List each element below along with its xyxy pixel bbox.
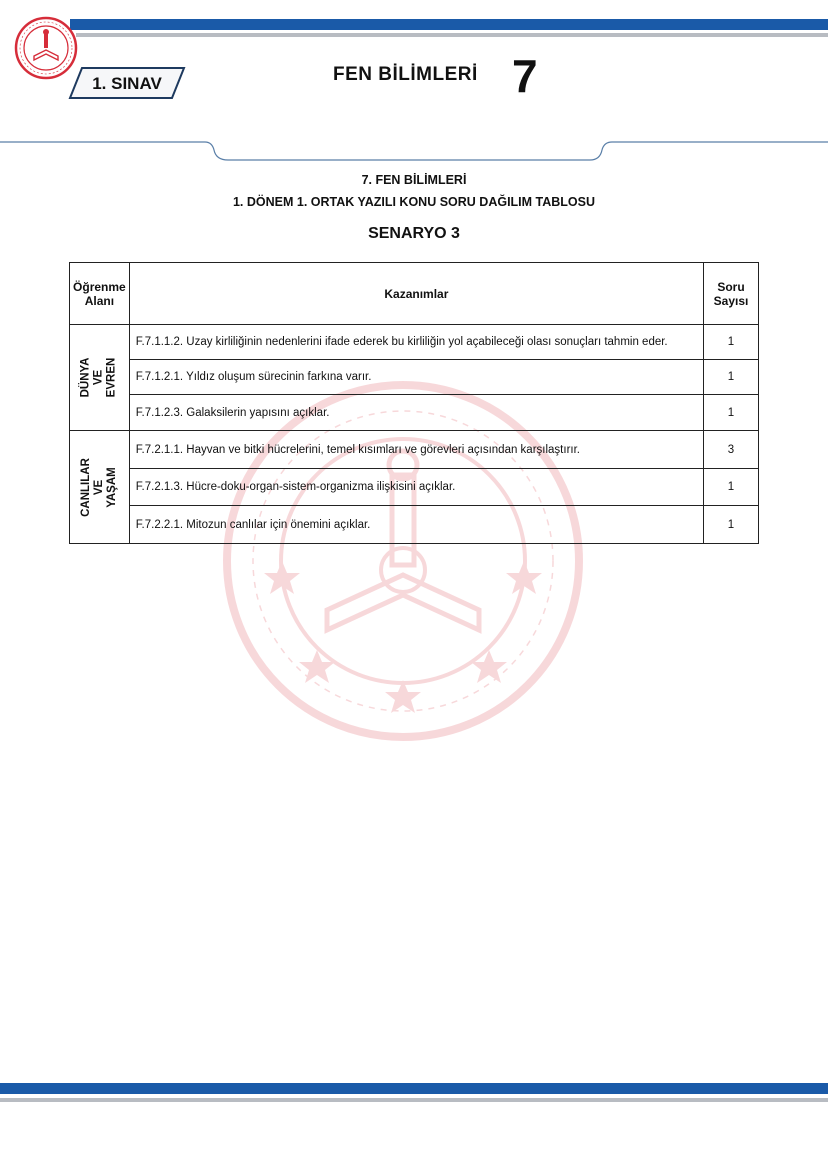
header-divider-curve	[0, 138, 828, 168]
subject-title: FEN BİLİMLERİ	[333, 64, 478, 85]
grade-number: 7	[512, 50, 538, 102]
header-learning-area: Öğrenme Alanı	[70, 263, 130, 325]
question-count-cell: 1	[704, 506, 759, 544]
document-subtitle: 1. DÖNEM 1. ORTAK YAZILI KONU SORU DAĞILIM TABLOSU	[232, 195, 596, 209]
outcome-cell: F.7.2.1.1. Hayvan ve bitki hücrelerini, temel kısımları ve görevleri açısından karşılaştırır.	[129, 431, 703, 469]
table-row	[70, 431, 759, 469]
header-blue-bar	[70, 19, 828, 30]
table-header-row	[70, 263, 759, 325]
document-title: 7. FEN BİLİMLERİ	[361, 173, 467, 187]
learning-area-label: DÜNYA VE EVREN	[79, 357, 118, 398]
footer-blue-bar	[0, 1083, 828, 1094]
learning-area-cell	[70, 431, 130, 544]
footer-gray-bar	[0, 1098, 828, 1102]
table-row	[70, 469, 759, 506]
outcome-cell: F.7.2.1.3. Hücre-doku-organ-sistem-organizma ilişkisini açıklar.	[129, 469, 703, 506]
table-row	[70, 325, 759, 360]
question-count-cell: 3	[704, 431, 759, 469]
exam-number-badge	[68, 66, 186, 100]
question-count-cell: 1	[704, 360, 759, 395]
table-row	[70, 360, 759, 395]
header-question-count: Soru Sayısı	[704, 263, 759, 325]
header-outcomes: Kazanımlar	[129, 263, 703, 325]
outcome-cell: F.7.1.1.2. Uzay kirliliğinin nedenlerini ifade ederek bu kirliliğin yol açabileceği olası sonuçları tahmin eder.	[129, 325, 703, 360]
exam-label: 1. SINAV	[92, 74, 162, 93]
outcome-cell: F.7.1.2.3. Galaksilerin yapısını açıklar.	[129, 395, 703, 431]
learning-area-cell	[70, 325, 130, 431]
scenario-label: SENARYO 3	[368, 225, 460, 242]
topic-distribution-table	[69, 262, 759, 544]
question-count-cell: 1	[704, 325, 759, 360]
learning-area-label: CANLILAR VE YAŞAM	[79, 457, 118, 517]
question-count-cell: 1	[704, 395, 759, 431]
outcome-cell: F.7.1.2.1. Yıldız oluşum sürecinin farkına varır.	[129, 360, 703, 395]
table-row	[70, 506, 759, 544]
table-row	[70, 395, 759, 431]
outcome-cell: F.7.2.2.1. Mitozun canlılar için önemini açıklar.	[129, 506, 703, 544]
question-count-cell: 1	[704, 469, 759, 506]
header-gray-bar	[76, 33, 828, 37]
